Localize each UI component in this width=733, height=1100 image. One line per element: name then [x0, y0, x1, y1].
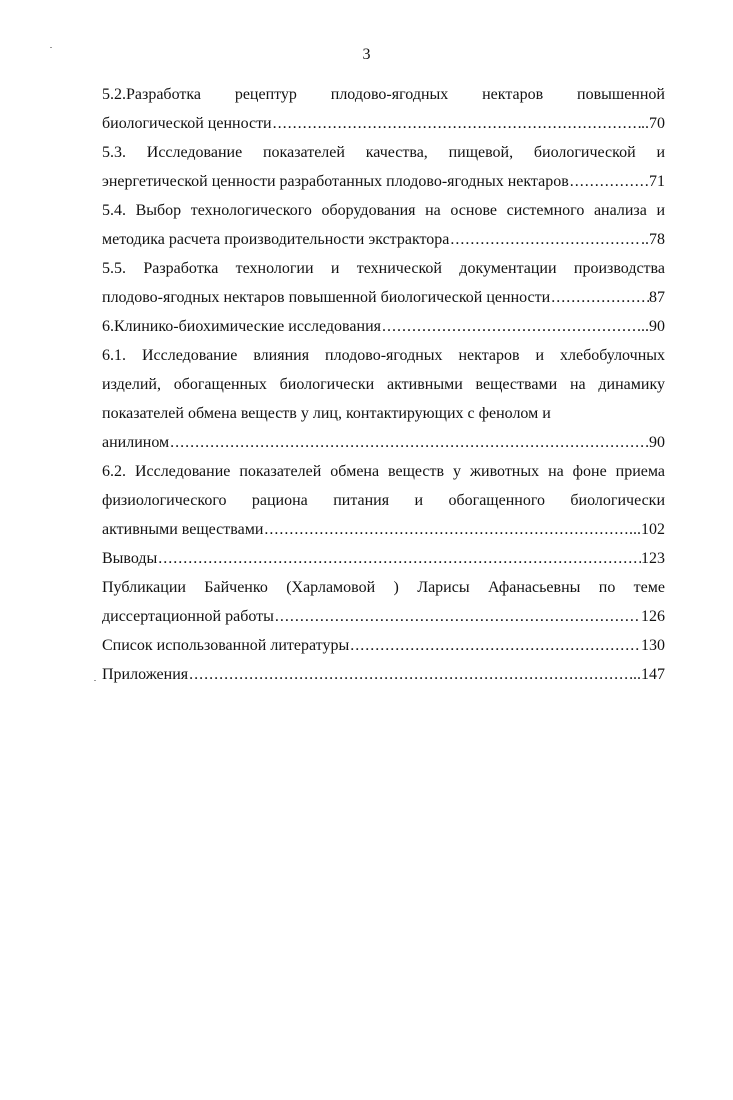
dot-leader	[349, 631, 641, 660]
scan-speck	[50, 47, 52, 48]
toc-entry[interactable]	[102, 573, 665, 631]
toc-page-ref: ...102	[629, 521, 665, 538]
toc-entry-title-line: 5.4. Выбор технологического оборудования на основе системного анализа и	[102, 202, 665, 219]
toc-page-ref: ..90	[641, 318, 665, 335]
toc-entry[interactable]	[102, 312, 665, 341]
toc-entry-last-line	[102, 109, 665, 138]
toc-entry[interactable]	[102, 254, 665, 312]
toc-entry[interactable]	[102, 660, 665, 689]
dot-leader	[169, 428, 649, 457]
toc-entry-title-line: изделий, обогащенных биологически активными веществами на динамику	[102, 376, 665, 393]
toc-entry-title-end: 6.Клинико-биохимические исследования	[102, 318, 381, 335]
dot-leader	[274, 602, 641, 631]
scan-speck	[94, 680, 96, 681]
dot-leader	[263, 515, 629, 544]
toc-entry[interactable]	[102, 457, 665, 544]
toc-entry-title-end: методика расчета производительности экстрактора	[102, 231, 450, 248]
toc-entry-title-end: анилином	[102, 434, 170, 451]
toc-entry-title-end: Список использованной литературы	[102, 637, 350, 654]
dot-leader	[188, 660, 633, 689]
toc-entry-title-line: Публикации Байченко (Харламовой ) Ларисы Афанасьевны по теме	[102, 579, 665, 596]
table-of-contents	[102, 80, 665, 689]
toc-entry[interactable]	[102, 631, 665, 660]
dot-leader	[449, 225, 641, 254]
toc-entry[interactable]	[102, 341, 665, 457]
toc-entry-title-end: активными веществами	[102, 521, 264, 538]
toc-entry-title-end: плодово-ягодных нектаров повышенной биологической ценности	[102, 289, 551, 306]
dot-leader	[569, 167, 649, 196]
toc-page-ref: ..70	[641, 115, 665, 132]
toc-page-ref: ..78	[641, 231, 665, 248]
toc-entry-last-line	[102, 312, 665, 341]
toc-page-ref: 123	[641, 550, 665, 567]
dot-leader	[157, 544, 641, 573]
toc-entry-title-line: физиологического рациона питания и обогащенного биологически	[102, 492, 665, 509]
toc-entry-title-end: диссертационной работы	[102, 608, 274, 625]
toc-page-ref: 90	[649, 434, 665, 451]
toc-entry[interactable]	[102, 138, 665, 196]
toc-page-ref: 87	[649, 289, 665, 306]
toc-entry-title-line: 5.3. Исследование показателей качества, пищевой, биологической и	[102, 144, 665, 161]
dot-leader	[272, 109, 641, 138]
toc-page-ref: 126	[641, 608, 665, 625]
dot-leader	[550, 283, 649, 312]
dot-leader	[381, 312, 641, 341]
toc-page-ref: 130	[641, 637, 665, 654]
toc-entry-title-line: 6.1. Исследование влияния плодово-ягодных нектаров и хлебобулочных	[102, 347, 665, 364]
toc-entry-last-line	[102, 602, 665, 631]
toc-entry-title-end: Выводы	[102, 550, 158, 567]
toc-entry-title-end: энергетической ценности разработанных плодово-ягодных нектаров	[102, 173, 569, 190]
toc-entry-last-line	[102, 428, 665, 457]
toc-entry-title-end: Приложения	[102, 666, 189, 683]
toc-entry[interactable]	[102, 544, 665, 573]
toc-entry-last-line	[102, 660, 665, 689]
toc-entry-last-line	[102, 515, 665, 544]
toc-entry-last-line	[102, 225, 665, 254]
toc-entry-last-line	[102, 631, 665, 660]
toc-entry-title-line: 5.2.Разработка рецептур плодово-ягодных нектаров повышенной	[102, 86, 665, 103]
toc-entry-title-line: показателей обмена веществ у лиц, контактирующих с фенолом и	[102, 405, 551, 422]
toc-entry-last-line	[102, 283, 665, 312]
toc-entry-title-line: 6.2. Исследование показателей обмена веществ у животных на фоне приема	[102, 463, 665, 480]
toc-entry-last-line	[102, 544, 665, 573]
page-number: 3	[362, 46, 371, 63]
toc-entry-title-line: 5.5. Разработка технологии и технической документации производства	[102, 260, 665, 277]
toc-entry[interactable]	[102, 196, 665, 254]
toc-entry-last-line	[102, 167, 665, 196]
toc-page-ref: ..147	[633, 666, 665, 683]
toc-entry[interactable]	[102, 80, 665, 138]
toc-page-ref: 71	[649, 173, 665, 190]
toc-entry-title-end: биологической ценности	[102, 115, 272, 132]
